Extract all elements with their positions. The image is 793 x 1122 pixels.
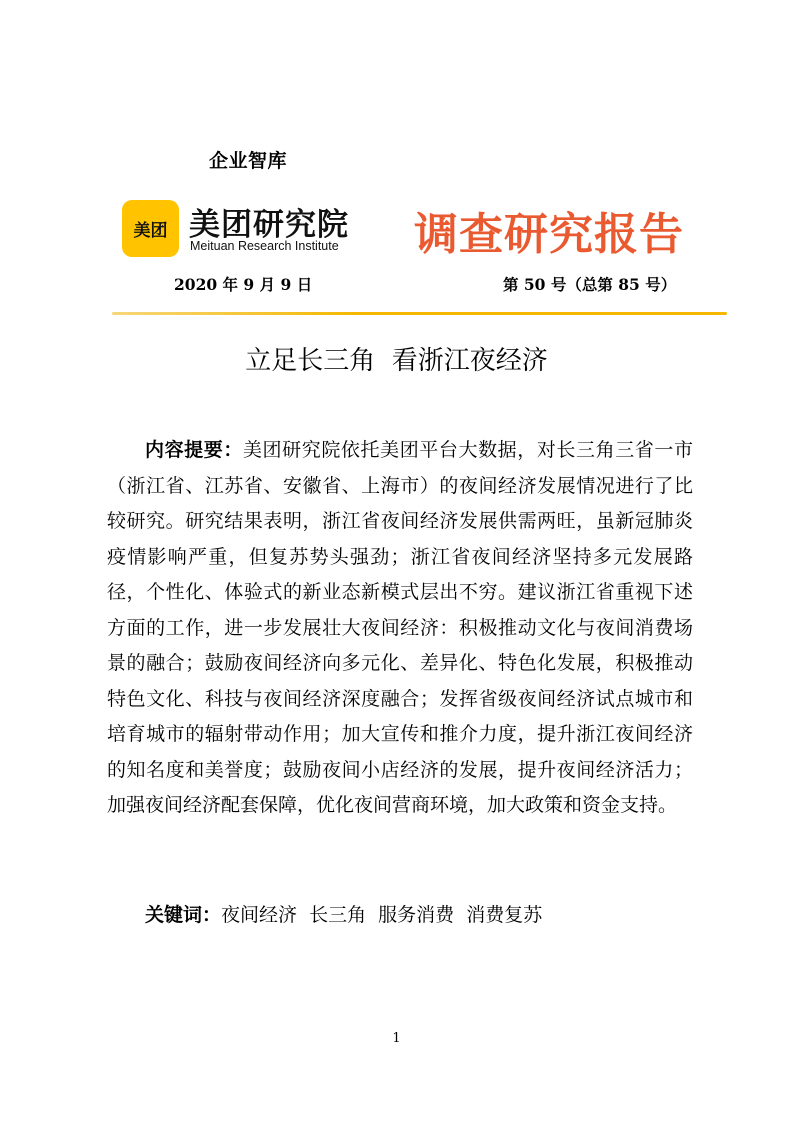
think-tank-label: 企业智库 <box>209 150 288 172</box>
logo-name-cn: 美团研究院 <box>189 207 349 243</box>
abstract-label: 内容提要： <box>145 439 243 461</box>
logo-name-en: Meituan Research Institute <box>190 239 339 253</box>
keywords-text: 夜间经济 长三角 服务消费 消费复苏 <box>221 904 543 926</box>
abstract-text: 美团研究院依托美团平台大数据，对长三角三省一市（浙江省、江苏省、安徽省、上海市）的夜间经济发展情况进行了比较研究。研究结果表明，浙江省夜间经济发展供需两旺，虽新冠肺炎疫情影响严重，但复苏势头强劲；浙江省夜间经济坚持多元发展路径，个性化、体验式的新业态新模式层出不穷。建议浙江省重视下述方面的工作，进一步发展壮大夜间经济：积极推动文化与夜间消费场景的融合；鼓励夜间经济向多元化、差异化、特色化发展，积极推动特色文化、科技与夜间经济深度融合；发挥省级夜间经济试点城市和培育城市的辐射带动作用；加大宣传和推介力度，提升浙江夜间经济的知名度和美誉度；鼓励夜间小店经济的发展，提升夜间经济活力；加强夜间经济配套保障，优化夜间营商环境，加大政策和资金支持。 <box>107 439 693 816</box>
logo-badge-text: 美团 <box>133 221 168 241</box>
keywords-label: 关键词： <box>145 904 222 926</box>
issue-number: 第 50 号（总第 85 号） <box>503 275 677 294</box>
meituan-logo-icon <box>122 200 179 257</box>
report-type-heading: 调查研究报告 <box>414 209 684 260</box>
report-date: 2020 年 9 月 9 日 <box>174 275 313 294</box>
header-divider <box>112 312 727 315</box>
document-title: 立足长三角 看浙江夜经济 <box>245 346 548 376</box>
abstract-paragraph <box>107 433 693 824</box>
keywords-line <box>145 900 542 927</box>
page-number: 1 <box>392 1031 401 1046</box>
